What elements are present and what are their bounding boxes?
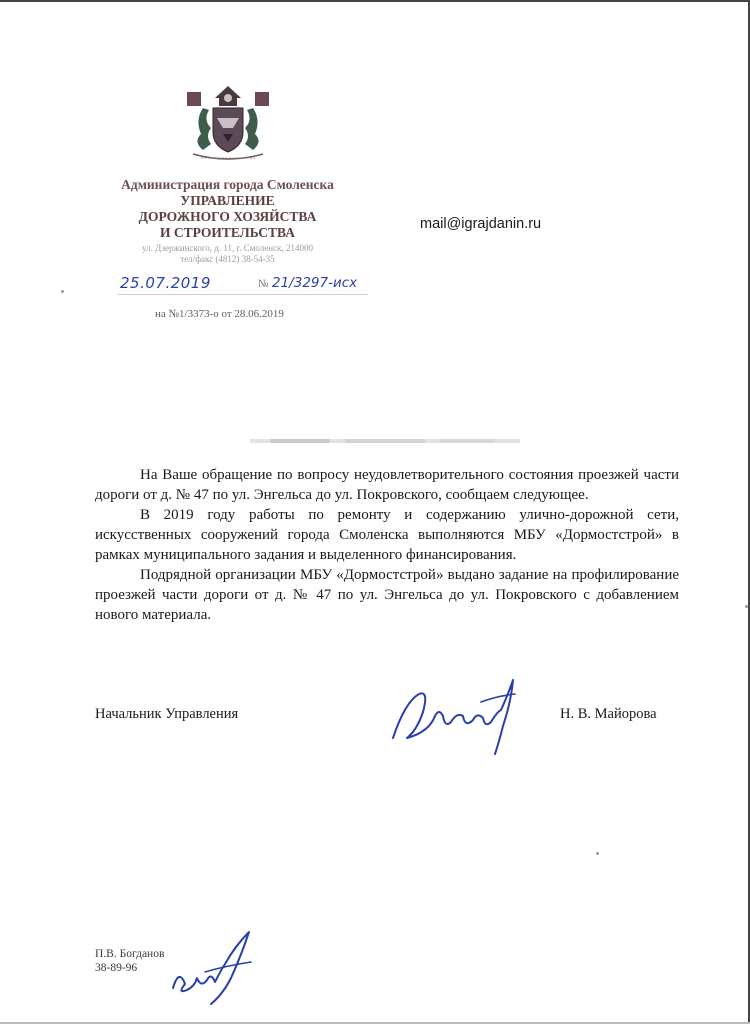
letter-body: [95, 465, 679, 625]
dept-name-line-2: ДОРОЖНОГО ХОЗЯЙСТВА: [138, 209, 317, 224]
outgoing-date: 25.07.2019: [120, 274, 211, 292]
org-phone: тел/факс (4812) 38-54-35: [180, 254, 275, 264]
dept-name-line-1: УПРАВЛЕНИЕ: [180, 193, 275, 208]
body-paragraph: Подрядной организации МБУ «Дормостстрой» выдано задание на профилирование проезжей части дороги от д. № 47 по ул. Энгельса до ул. Покровского с добавлением нового материала.: [95, 567, 679, 623]
executor-signature: [165, 928, 265, 1008]
outgoing-reference: [118, 272, 378, 300]
org-address: ул. Дзержинского, д. 11, г. Смоленск, 214000: [142, 243, 313, 253]
scan-speck: [61, 290, 64, 293]
smolensk-coat-of-arms-icon: [183, 84, 273, 164]
executor-phone: 38-89-96: [95, 962, 138, 974]
recipient-email: mail@igrajdanin.ru: [420, 216, 542, 232]
executor-name: П.В. Богданов: [95, 948, 165, 960]
number-sign: №: [258, 278, 269, 290]
org-city-name: Администрация города Смоленска: [121, 177, 334, 192]
in-reply-to: на №1/3373-о от 28.06.2019: [155, 308, 284, 320]
scan-speck: [745, 605, 748, 608]
signer-name: Н. В. Майорова: [560, 706, 657, 722]
page-edge-top: [0, 0, 750, 2]
body-paragraph: В 2019 году работы по ремонту и содержанию улично-дорожной сети, искусственных сооружений города Смоленска выполняются МБУ «Дормостстрой» в рамках муниципального задания и выделенного финансирования.: [95, 507, 679, 563]
body-paragraph: На Ваше обращение по вопросу неудовлетворительного состояния проезжей части дороги от д. № 47 по ул. Энгельса до ул. Покровского, сообщаем следующее.: [95, 467, 679, 503]
letterhead: [95, 177, 360, 264]
faded-addressee-line: [250, 436, 520, 446]
dept-name-line-3: И СТРОИТЕЛЬСТВА: [160, 225, 295, 240]
outgoing-number: 21/3297-исх: [272, 275, 358, 291]
reference-underline: [118, 294, 368, 295]
scan-speck: [596, 852, 599, 855]
signer-title: Начальник Управления: [95, 706, 239, 722]
handwritten-signature: [385, 672, 535, 760]
